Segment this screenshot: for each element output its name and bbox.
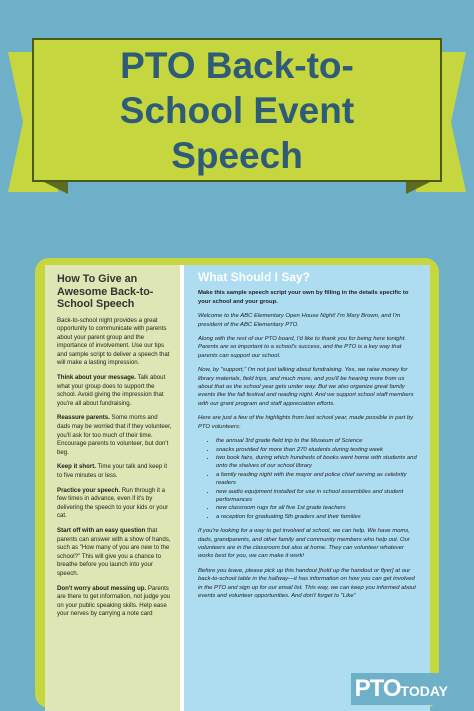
speech-intro: Make this sample speech script your own by filling in the details specific to your school and your group. [198,290,409,305]
speech-closing [198,527,420,600]
document-preview [45,265,430,711]
list-item: • two book fairs, during which hundreds of books went home with students and onto the shelves of our school library [216,454,420,471]
list-item: • a family reading night with the mayor and police chief serving as celebrity readers [216,471,420,488]
tip-lead: Reassure parents. [57,414,110,422]
tip-lead: Practice your speech. [57,486,120,494]
tip-lead: Don't worry about messing up. [57,584,147,592]
tip-lead: Think about your message. [57,374,136,382]
logo-pto: PTO [354,675,401,702]
speech-paragraph: If you're looking for a way to get involved at school, we can help. We have moms, dads, grandparents, and other family and community members who help out. Our volunteers are in the classroom but also at home. They can volunteer whatever works best for you, we can make it work! [198,528,410,560]
logo-today: TODAY [400,683,448,699]
speech-paragraph: Here are just a few of the highlights from last school year, made possible in part by PTO volunteers: [198,415,414,430]
tips-column [45,265,180,711]
tip-paragraph [57,414,172,457]
title-banner [32,38,442,182]
pto-today-logo [351,673,452,705]
speech-paragraph: Before you leave, please pick up this handout [hold up the handout or flyer] at our back-to-school table in the hallway—it has information on how you can get involved in the PTO and sign up for our email list. This way, we can keep you informed about events and volunteer opportunities. And don't forget to "Like" [198,567,416,599]
tip-paragraph [57,487,172,521]
tip-text: Some moms and dads may be worried that if they volunteer, you'll ask for too much of their time. Encourage parents to volunteer, but don't beg. [57,414,172,456]
tips-list [57,317,172,619]
speech-column [180,265,430,711]
list-item: • snacks provided for more than 270 students during testing week [216,446,420,454]
list-item: • a reception for graduating 5th graders and their families [216,513,420,521]
highlights-list [198,437,420,521]
list-item: • the annual 3rd grade field trip to the Museum of Science [216,437,420,445]
list-item: • new classroom rugs for all five 1st grade teachers [216,504,420,512]
tip-paragraph [57,527,172,579]
speech-paragraph: Along with the rest of our PTO board, I'd like to thank you for being here tonight. Parents are so important to a school's success, and the PTO is a key way that parents can support our school. [198,336,406,359]
speech-heading: What Should I Say? [198,273,420,281]
tip-paragraph [57,585,172,619]
tips-heading: How To Give an Awesome Back-to-School Speech [57,273,154,310]
tip-paragraph [57,374,172,408]
speech-paragraph: Welcome to the ABC Elementary Open House Night! I'm Mary Brown, and I'm president of the ABC Elementary PTO. [198,313,401,328]
tip-lead: Keep it short. [57,463,96,471]
tip-text: Parents are there to get information, not judge you on your public speaking skills. Help ease your nerves by carrying a note card [57,584,171,618]
tip-paragraph [57,317,172,369]
speech-paragraph: Now, by "support," I'm not just talking about fundraising. Yes, we raise money for library materials, field trips, and much more, and you'll be hearing more from us about that as the school year gets under way. But we also organize great family events like the fall festival and reading night. And we support school staff members with our grant program and staff appreciation efforts. [198,367,414,407]
tip-text: Talk about what your group does to support the school. Avoid giving the impression that you're all about fundraising. [57,374,166,407]
speech-paragraphs [198,312,420,431]
tip-text: that parents can answer with a show of hands, such as "How many of you are new to the school?" This will give you a chance to breathe before you launch into your speech. [57,526,171,577]
tip-text: Run through it a few times in advance, even if it's by delivering the speech to your kids or your cat. [57,486,169,520]
list-item: • new audio equipment installed for use in school assemblies and student performances [216,488,420,505]
page-title: PTO Back-to-School Event Speech [119,44,355,176]
tip-paragraph [57,463,172,480]
tip-lead: Start off with an easy question [57,526,146,534]
tip-text: Time your talk and keep it to five minutes or less. [57,463,168,479]
tip-text: Back-to-school night provides a great opportunity to communicate with parents about your parent group and the importance of involvement. Use our tips and sample script to deliver a speech that will make a lasting impression. [57,316,170,367]
